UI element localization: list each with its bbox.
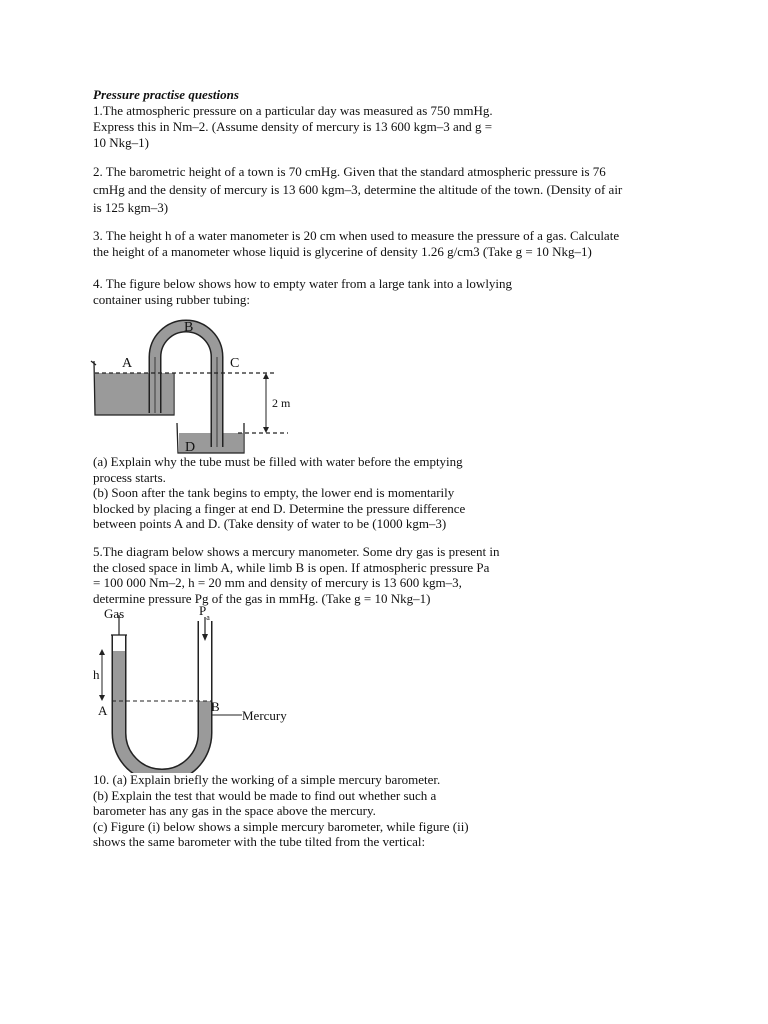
question-4-line: 4. The figure below shows how to empty water from a large tank into a lowlying xyxy=(93,276,513,291)
u-tube-outline xyxy=(119,621,205,773)
question-2 xyxy=(93,163,622,217)
question-4-part-line: between points A and D. (Take density of water to be (1000 kgm–3) xyxy=(93,516,447,531)
question-1 xyxy=(93,103,493,151)
h-arrow-head-up xyxy=(99,649,105,655)
label-b: B xyxy=(184,320,194,335)
question-10-line: (b) Explain the test that would be made to find out whether such a xyxy=(93,787,437,803)
h-label: h xyxy=(93,667,100,682)
question-3 xyxy=(93,228,619,260)
height-label: 2 m xyxy=(272,396,291,410)
pa-label-subscript: a xyxy=(206,613,210,622)
question-10-line: 10. (a) Explain briefly the working of a simple mercury barometer. xyxy=(93,772,441,787)
pa-label-main: P xyxy=(199,603,207,618)
question-4-part-line: (a) Explain why the tube must be filled with water before the emptying xyxy=(93,454,463,469)
mercury-label: Mercury xyxy=(242,708,287,723)
gas-label: Gas xyxy=(104,606,125,621)
question-2-line: 2. The barometric height of a town is 70 cmHg. Given that the standard atmospheric pressure is 76 xyxy=(93,164,606,179)
label-a: A xyxy=(98,703,108,718)
question-2-line: is 125 kgm–3) xyxy=(93,200,169,215)
manometer-diagram xyxy=(88,603,318,773)
question-1-line: 1.The atmospheric pressure on a particular day was measured as 750 mmHg. xyxy=(93,103,493,118)
question-5-line: = 100 000 Nm–2, h = 20 mm and density of mercury is 13 600 kgm–3, xyxy=(93,575,462,590)
h-arrow-head-down xyxy=(99,695,105,701)
question-10-line: barometer has any gas in the space above the mercury. xyxy=(93,803,376,818)
question-3-line: the height of a manometer whose liquid is glycerine of density 1.26 g/cm3 (Take g = 10 Nkg–1) xyxy=(93,244,592,259)
page-title: Pressure practise questions xyxy=(93,87,239,102)
siphon-diagram xyxy=(88,315,308,455)
question-1-line: 10 Nkg–1) xyxy=(93,135,149,150)
question-4-part-line: (b) Soon after the tank begins to empty, the lower end is momentarily xyxy=(93,485,455,500)
label-c: C xyxy=(230,356,240,371)
arrow-head-down xyxy=(263,427,269,433)
label-d: D xyxy=(185,440,196,455)
question-10 xyxy=(93,772,469,850)
label-a: A xyxy=(122,356,133,371)
question-5-line: 5.The diagram below shows a mercury manometer. Some dry gas is present in xyxy=(93,544,500,559)
question-5-line: determine pressure Pg of the gas in mmHg. (Take g = 10 Nkg–1) xyxy=(93,590,431,606)
question-4-part-line: process starts. xyxy=(93,469,166,485)
question-3-line: 3. The height h of a water manometer is 20 cm when used to measure the pressure of a gas. Calculate xyxy=(93,228,620,243)
question-4-part-line: blocked by placing a finger at end D. Determine the pressure difference xyxy=(93,500,466,516)
question-10-line: (c) Figure (i) below shows a simple mercury barometer, while figure (ii) xyxy=(93,818,469,834)
question-5 xyxy=(93,544,500,606)
mercury-column xyxy=(119,651,205,773)
question-4-line: container using rubber tubing: xyxy=(93,292,251,307)
label-b: B xyxy=(211,699,220,714)
question-4 xyxy=(93,276,512,308)
question-10-line: shows the same barometer with the tube tilted from the vertical: xyxy=(93,834,426,849)
question-4-parts xyxy=(93,454,465,532)
arrow-head-up xyxy=(263,373,269,379)
question-5-line: the closed space in limb A, while limb B is open. If atmospheric pressure Pa xyxy=(93,559,490,575)
question-1-line: Express this in Nm–2. (Assume density of mercury is 13 600 kgm–3 and g = xyxy=(93,119,493,134)
question-2-line: cmHg and the density of mercury is 13 600 kgm–3, determine the altitude of the town. (Density of air xyxy=(93,182,623,197)
